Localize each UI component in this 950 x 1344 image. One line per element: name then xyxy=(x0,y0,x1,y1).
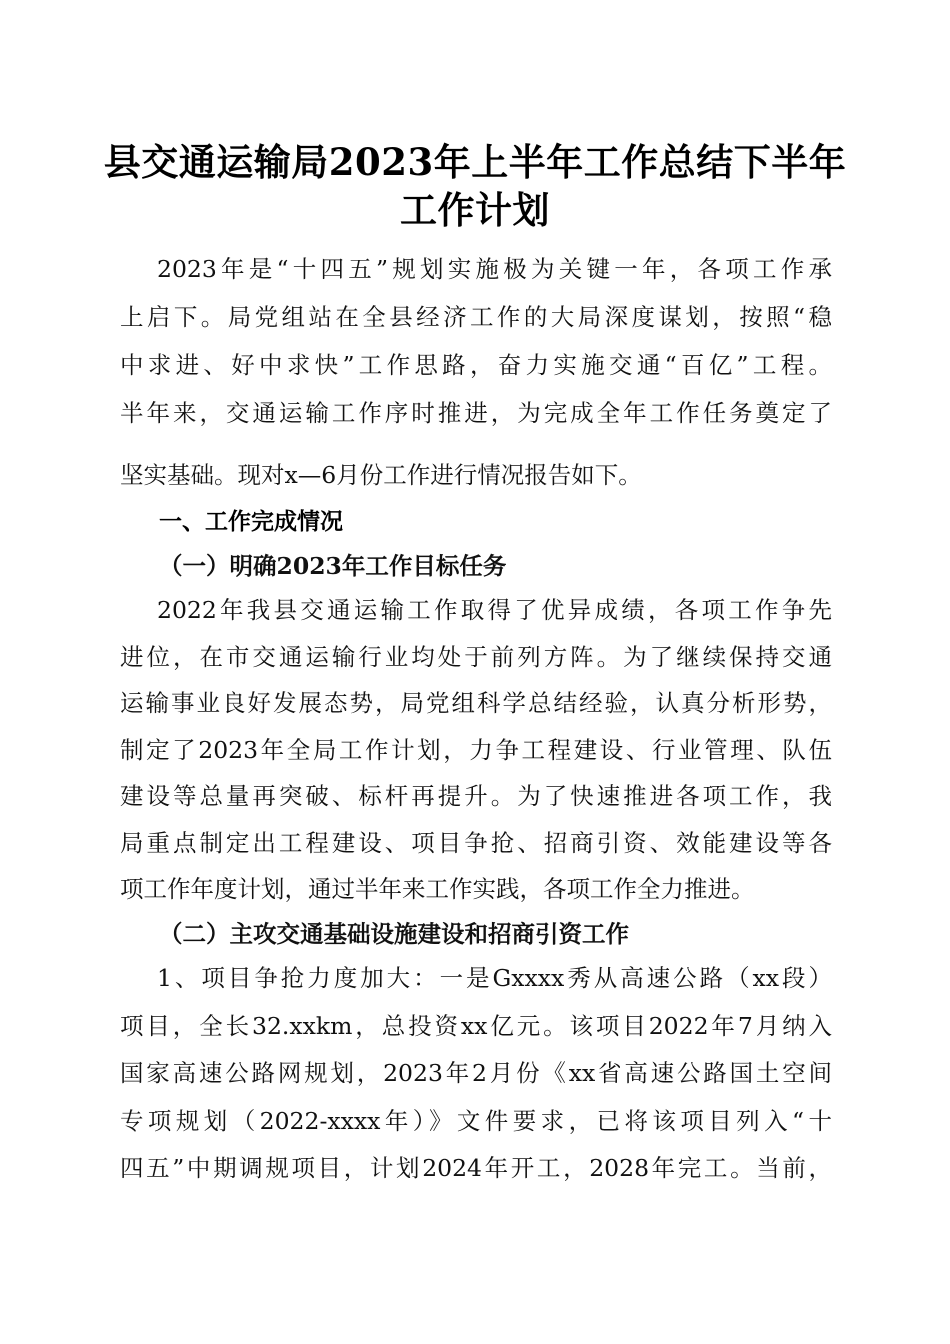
subsection-1-line: 运输事业良好发展态势，局党组科学总结经验，认真分析形势， xyxy=(120,689,832,717)
intro-line: 2023年是“十四五”规划实施极为关键一年，各项工作承 xyxy=(157,255,832,283)
intro-line: 坚实基础。现对x—6月份工作进行情况报告如下。 xyxy=(120,461,642,489)
subsection-2-line: 1、项目争抢力度加大：一是Gxxxx秀从高速公路（xx段） xyxy=(157,964,832,992)
subsection-1-line: 项工作年度计划，通过半年来工作实践，各项工作全力推进。 xyxy=(120,875,755,903)
subsection-heading: （二）主攻交通基础设施建设和招商引资工作 xyxy=(159,920,629,948)
subsection-2-line: 项目，全长32.xxkm，总投资xx亿元。该项目2022年7月纳入 xyxy=(120,1012,832,1040)
intro-line: 中求进、好中求快”工作思路，奋力实施交通“百亿”工程。 xyxy=(120,351,832,379)
document-title-line-1: 县交通运输局2023年上半年工作总结下半年 xyxy=(103,140,847,184)
subsection-2-line: 四五”中期调规项目，计划2024年开工，2028年完工。当前， xyxy=(120,1154,832,1182)
document-title-line-2: 工作计划 xyxy=(400,188,550,232)
intro-line: 半年来，交通运输工作序时推进，为完成全年工作任务奠定了 xyxy=(120,399,832,427)
section-heading: 一、工作完成情况 xyxy=(159,509,343,535)
subsection-2-line: 专项规划（2022-xxxx年）》文件要求，已将该项目列入“十 xyxy=(120,1107,832,1135)
intro-line: 上启下。局党组站在全县经济工作的大局深度谋划，按照“稳 xyxy=(120,303,832,331)
subsection-1-line: 2022年我县交通运输工作取得了优异成绩，各项工作争先 xyxy=(157,596,832,624)
subsection-1-line: 制定了2023年全局工作计划，力争工程建设、行业管理、队伍 xyxy=(120,736,832,764)
subsection-1-line: 建设等总量再突破、标杆再提升。为了快速推进各项工作，我 xyxy=(120,782,832,810)
subsection-heading: （一）明确2023年工作目标任务 xyxy=(159,552,507,580)
subsection-2-line: 国家高速公路网规划，2023年2月份《xx省高速公路国土空间 xyxy=(120,1059,832,1087)
subsection-1-line: 局重点制定出工程建设、项目争抢、招商引资、效能建设等各 xyxy=(120,829,832,857)
subsection-1-line: 进位，在市交通运输行业均处于前列方阵。为了继续保持交通 xyxy=(120,643,832,671)
